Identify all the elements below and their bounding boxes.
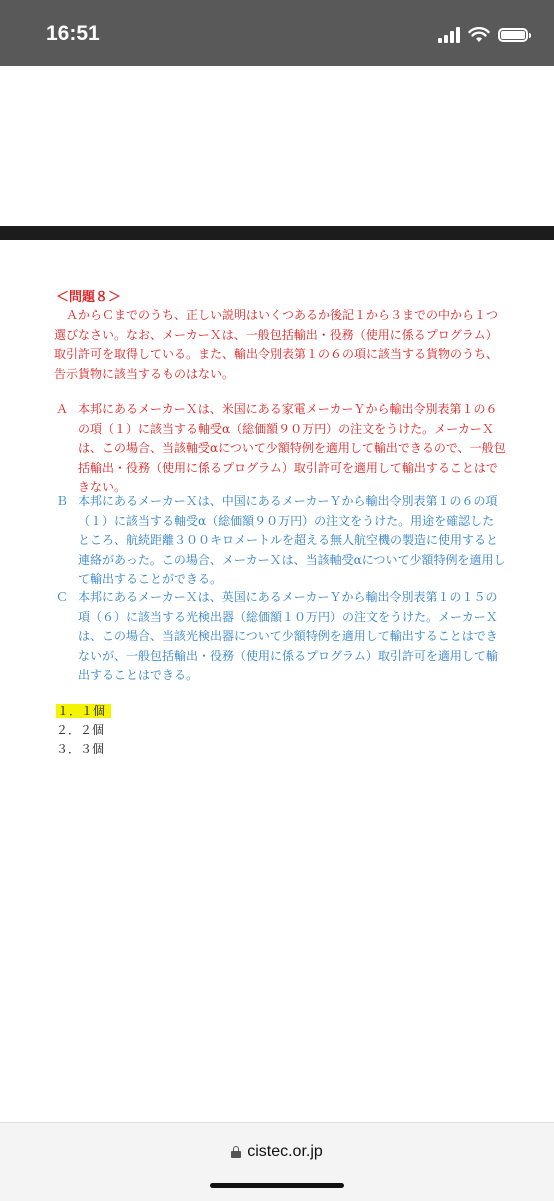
question-title: ＜問題８＞ [56, 290, 122, 305]
wifi-icon [468, 27, 490, 43]
document-page [0, 240, 554, 1122]
page-divider [0, 226, 554, 240]
answer-option-2: ２．２個 [56, 723, 105, 737]
choice-a-text: 本邦にあるメーカーＸは、米国にある家電メーカーＹから輸出令別表第１の６の項（１）に該当する軸受α（総価額９０万円）の注文をうけた。メーカーＸは、この場合、当該軸受αについて少額特例を適用して輸出できるので、一般包括輸出・役務（使用に係るプログラム）取引許可を適用して輸出することはできない。 [78, 402, 506, 494]
choice-c-text: 本邦にあるメーカーＸは、英国にあるメーカーＹから輸出令別表第１の１５の項（６）に該当する光検出器（総価額１０万円）の注文をうけた。メーカーＸは、この場合、当該光検出器について少額特例を適用して輸出することはできないが、一般包括輸出・役務（使用に係るプログラム）取引許可を適用して輸出することはできる。 [78, 590, 498, 682]
blank-page-area [0, 66, 554, 226]
url-text[interactable]: cistec.or.jp [247, 1143, 323, 1160]
answer-options [56, 702, 111, 759]
choice-b [56, 492, 506, 590]
choice-b-text: 本邦にあるメーカーＸは、中国にあるメーカーＹから輸出令別表第１の６の項（１）に該当する軸受α（総価額９０万円）の注文をうけた。用途を確認したところ、航続距離３００キロメートルを超える無人航空機の製造に使用すると連絡があった。この場合、メーカーＸは、当該軸受αについて少額特例を適用して輸出することができる。 [78, 494, 506, 586]
lock-icon [231, 1146, 241, 1158]
choice-b-label: Ｂ [56, 494, 69, 508]
question-stem: ＡからＣまでのうち、正しい説明はいくつあるか後記１から３までの中から１つ選びなさい。なお、メーカーＸは、一般包括輸出・役務（使用に係るプログラム）取引許可を取得している。また、輸出令別表第１の６の項に該当する貨物のうち、告示貨物に該当するものはない。 [54, 308, 499, 381]
answer-option-3: ３．３個 [56, 742, 105, 756]
status-bar [0, 0, 554, 66]
cellular-signal-icon [438, 27, 460, 43]
address-bar[interactable] [0, 1143, 554, 1161]
browser-bottom-bar [0, 1122, 554, 1201]
answer-option-1-text: １．１個 [56, 704, 111, 718]
choice-a [56, 400, 506, 498]
choice-c-label: Ｃ [56, 590, 69, 604]
status-icons [438, 24, 528, 46]
choice-c [56, 588, 506, 686]
status-time: 16:51 [46, 22, 100, 45]
answer-option-1 [56, 702, 111, 721]
choice-a-label: Ａ [56, 402, 69, 416]
battery-icon [498, 28, 528, 42]
home-indicator[interactable] [210, 1183, 344, 1188]
